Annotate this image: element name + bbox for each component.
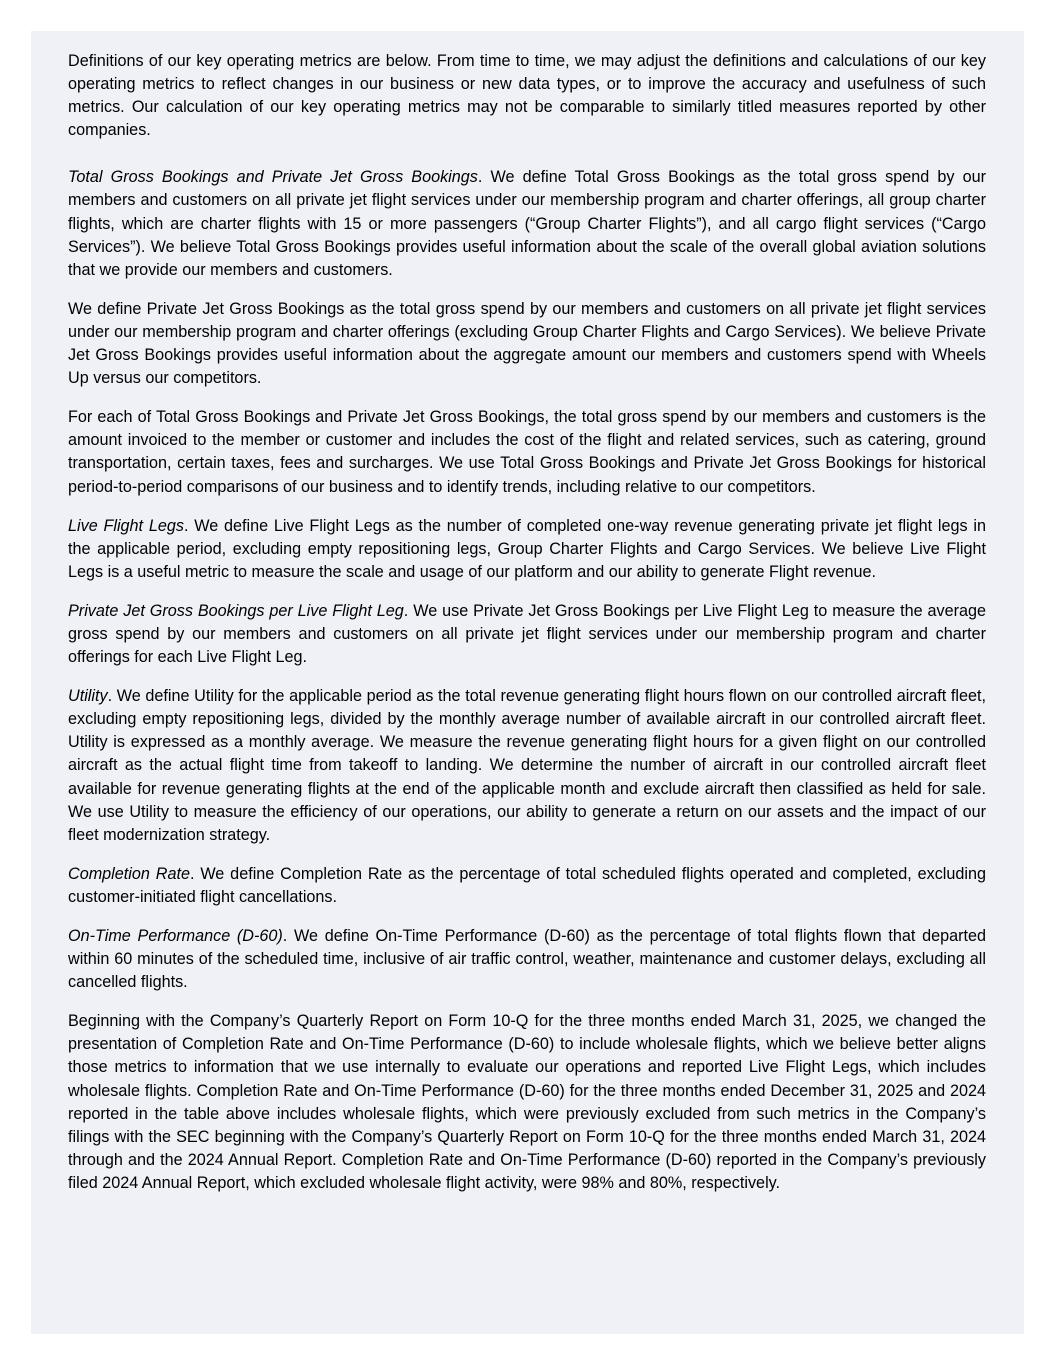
paragraph-bookings-per-leg	[68, 600, 986, 669]
paragraph-term: Live Flight Legs	[68, 516, 184, 535]
paragraph-text: Beginning with the Company’s Quarterly Report on Form 10-Q for the three months ended March 31, 2025, we changed the presentation of Completion Rate and On-Time Performance (D-60) to include wholesale flights, which we believe better aligns those metrics to information that we use internally to evaluate our operations and reported Live Flight Legs, which includes wholesale flights. Completion Rate and On-Time Performance (D-60) for the three months ended December 31, 2025 and 2024 reported in the table above includes wholesale flights, which were previously excluded from such metrics in the Company’s filings with the SEC beginning with the Company’s Quarterly Report on Form 10-Q for the three months ended March 31, 2024 through and the 2024 Annual Report. Completion Rate and On-Time Performance (D-60) reported in the Company’s previously filed 2024 Annual Report, which excluded wholesale flight activity, were 98% and 80%, respectively.	[68, 1012, 986, 1192]
paragraph-text: We define Private Jet Gross Bookings as the total gross spend by our members and customers on all private jet flight services under our membership program and charter offerings (excluding Group Charter Flights and Cargo Services). We believe Private Jet Gross Bookings provides useful information about the aggregate amount our members and customers spend with Wheels Up versus our competitors.	[68, 299, 986, 388]
paragraph-term: Private Jet Gross Bookings per Live Flight Leg	[68, 601, 404, 620]
paragraph-on-time-performance	[68, 925, 986, 994]
document-panel	[31, 31, 1024, 1334]
paragraph-live-flight-legs	[68, 515, 986, 584]
document-body	[68, 50, 986, 1211]
paragraph-private-jet-gross-bookings	[68, 298, 986, 390]
paragraph-presentation-change	[68, 1010, 986, 1195]
paragraph-gross-spend-definition	[68, 406, 986, 498]
paragraph-text: . We define Live Flight Legs as the number of completed one-way revenue generating private jet flight legs in the applicable period, excluding empty repositioning legs, Group Charter Flights and Cargo Services. We believe Live Flight Legs is a useful metric to measure the scale and usage of our platform and our ability to generate Flight revenue.	[68, 516, 986, 581]
paragraph-term: Completion Rate	[68, 864, 190, 883]
paragraph-total-gross-bookings	[68, 166, 986, 281]
paragraph-text: . We define On-Time Performance (D-60) as the percentage of total flights flown that departed within 60 minutes of the scheduled time, inclusive of air traffic control, weather, maintenance and customer delays, excluding all cancelled flights.	[68, 927, 987, 992]
paragraph-key-metrics-intro	[68, 50, 986, 142]
paragraph-text: Definitions of our key operating metrics are below. From time to time, we may adjust the definitions and calculations of our key operating metrics to reflect changes in our business or new data types, or to improve the accuracy and usefulness of such metrics. Our calculation of our key operating metrics may not be comparable to similarly titled measures reported by other companies.	[68, 52, 986, 140]
paragraph-text: . We define Completion Rate as the percentage of total scheduled flights operated and completed, excluding customer-initiated flight cancellations.	[68, 864, 986, 906]
paragraph-text: For each of Total Gross Bookings and Private Jet Gross Bookings, the total gross spend by our members and customers is the amount invoiced to the member or customer and includes the cost of the flight and related services, such as catering, ground transportation, certain taxes, fees and surcharges. We use Total Gross Bookings and Private Jet Gross Bookings for historical period-to-period comparisons of our business and to identify trends, including relative to our competitors.	[68, 408, 986, 496]
paragraph-text: . We use Private Jet Gross Bookings per Live Flight Leg to measure the average gross spend by our members and customers on all private jet flight services under our membership program and charter offerings for each Live Flight Leg.	[68, 601, 987, 667]
paragraph-text: . We define Total Gross Bookings as the total gross spend by our members and customers on all private jet flight services under our membership program and charter offerings, all group charter flights, which are charter flights with 15 or more passengers (“Group Charter Flights”), and all cargo flight services (“Cargo Services”). We believe Total Gross Bookings provides useful information about the scale of the overall global aviation solutions that we provide our members and customers.	[68, 168, 986, 279]
paragraph-utility	[68, 685, 986, 847]
paragraph-completion-rate	[68, 863, 986, 909]
paragraph-term: Total Gross Bookings and Private Jet Gross Bookings	[68, 168, 478, 187]
paragraph-text: . We define Utility for the applicable period as the total revenue generating flight hours flown on our controlled aircraft fleet, excluding empty repositioning legs, divided by the monthly average number of available aircraft in our controlled aircraft fleet. Utility is expressed as a monthly average. We measure the revenue generating flight hours for a given flight on our controlled aircraft as the actual flight time from takeoff to landing. We determine the number of aircraft in our controlled aircraft fleet available for revenue generating flights at the end of the applicable month and exclude aircraft then classified as held for sale. We use Utility to measure the efficiency of our operations, our ability to generate a return on our assets and the impact of our fleet modernization strategy.	[68, 687, 986, 844]
paragraph-term: Utility	[68, 687, 108, 706]
paragraph-term: On-Time Performance (D-60)	[68, 927, 283, 945]
